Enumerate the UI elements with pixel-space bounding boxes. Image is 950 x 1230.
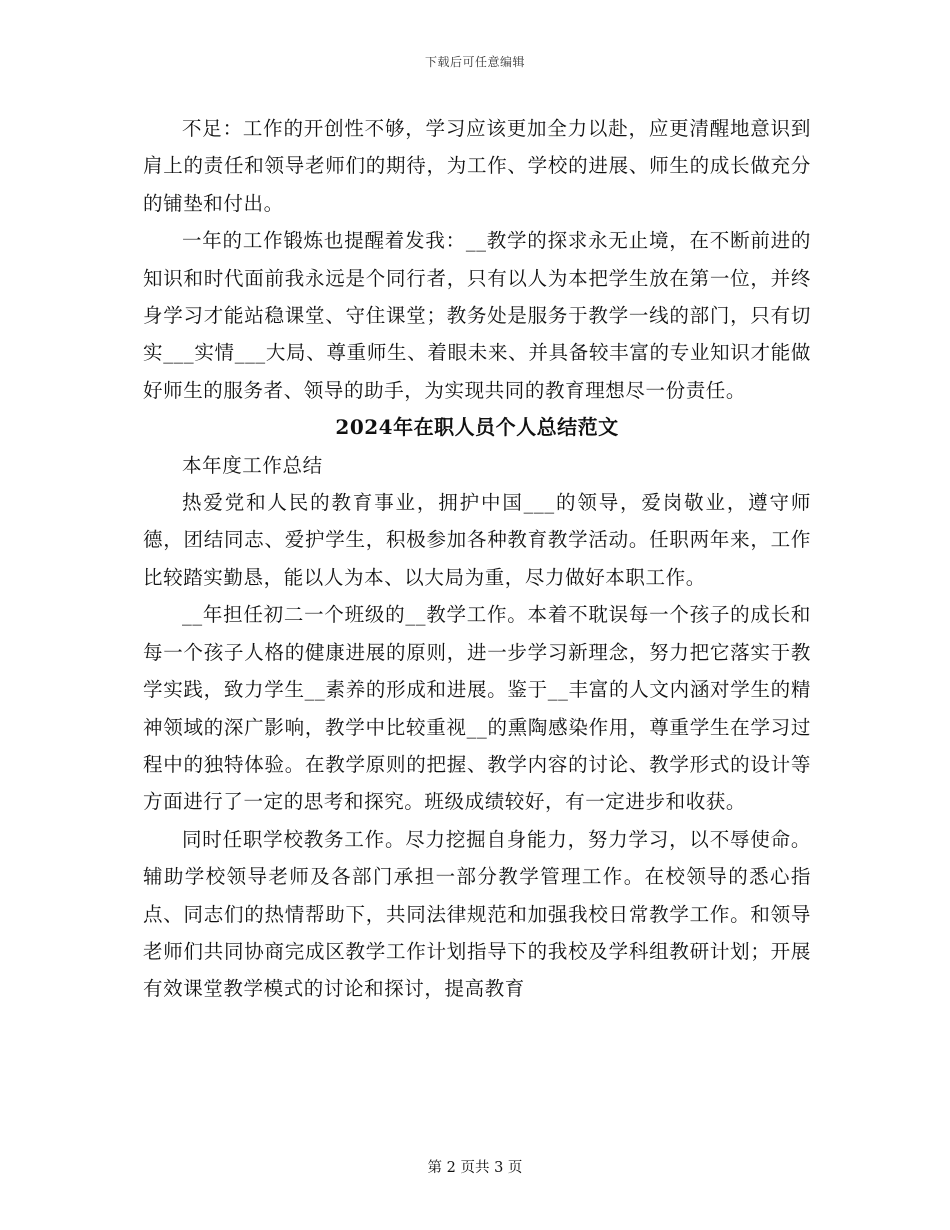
paragraph-teaching-work: __年担任初二一个班级的__教学工作。本着不耽误每一个孩子的成长和每一个孩子人格的健康进展的原则，进一步学习新理念，努力把它落实于教学实践，致力学生__素养的形成和进展。鉴于__丰富的人文内涵对学生的精神领域的深广影响，教学中比较重视__的熏陶感染作用，尊重学生在学习过程中的独特体验。在教学原则的把握、教学内容的讨论、教学形式的设计等方面进行了一定的思考和探究。班级成绩较好，有一定进步和收获。	[143, 603, 811, 814]
paragraph-shortcomings: 不足：工作的开创性不够，学习应该更加全力以赴，应更清醒地意识到肩上的责任和领导老师们的期待，为工作、学校的进展、师生的成长做充分的铺垫和付出。	[143, 117, 811, 215]
paragraph-dedication: 热爱党和人民的教育事业，拥护中国___的领导，爱岗敬业，遵守师德，团结同志、爱护学生，积极参加各种教育教学活动。任职两年来，工作比较踏实勤恳，能以人为本、以大局为重，尽力做好本职工作。	[143, 491, 811, 589]
page-number: 第 2 页共 3 页	[427, 1160, 523, 1176]
paragraph-reflection: 一年的工作锻炼也提醒着发我：__教学的探求永无止境，在不断前进的知识和时代面前我永远是个同行者，只有以人为本把学生放在第一位，并终身学习才能站稳课堂、守住课堂；教务处是服务于教学一线的部门，只有切实___实情___大局、尊重师生、着眼未来、并具备较丰富的专业知识才能做好师生的服务者、领导的助手，为实现共同的教育理想尽一份责任。	[143, 229, 811, 402]
section-title: 2024年在职人员个人总结范文	[335, 415, 619, 440]
page-header-note: 下载后可任意编辑	[424, 55, 525, 69]
paragraph-annual-summary-heading: 本年度工作总结	[182, 453, 323, 477]
document-body	[143, 110, 811, 1008]
paragraph-academic-affairs: 同时任职学校教务工作。尽力挖掘自身能力，努力学习，以不辱使命。辅助学校领导老师及各部门承担一部分教学管理工作。在校领导的悉心指点、同志们的热情帮助下，共同法律规范和加强我校日常教学工作。和领导老师们共同协商完成区教学工作计划指导下的我校及学科组教研计划；开展有效课堂教学模式的讨论和探讨，提高教育	[143, 827, 811, 1001]
